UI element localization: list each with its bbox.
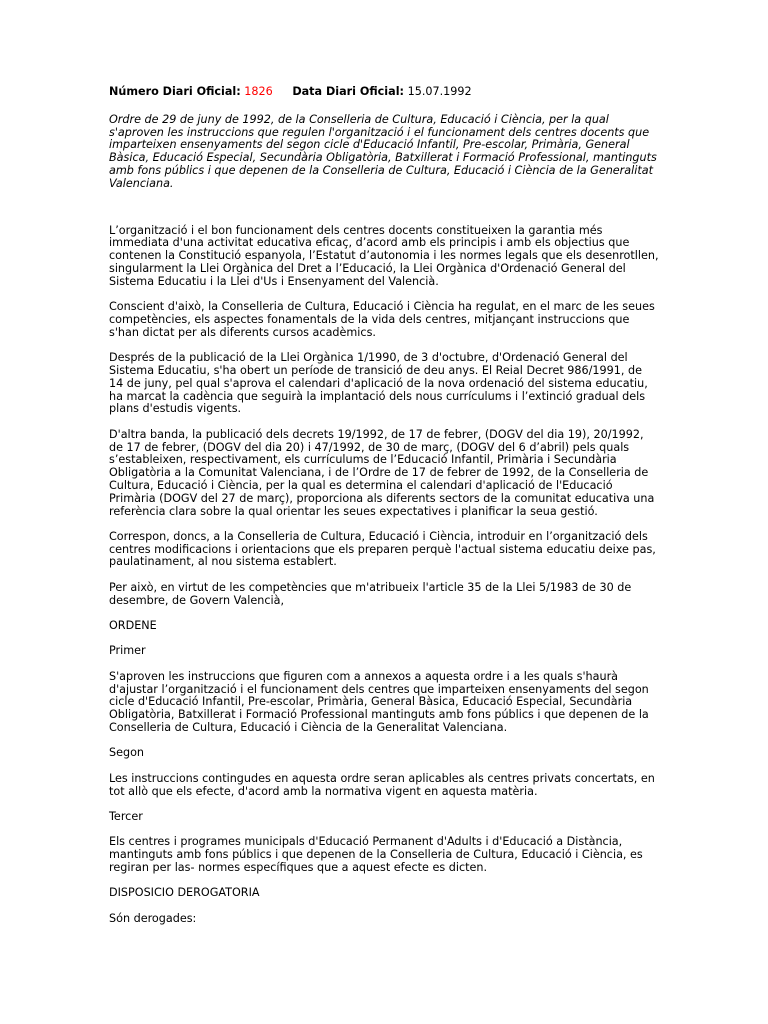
numero-value: 1826 bbox=[244, 85, 273, 98]
paragraph-3: Després de la publicació de la Llei Orgànica 1/1990, de 3 d'octubre, d'Ordenació General del Sistema Educatiu, s'ha obert un període de transició de deu anys. El Reial Decret 986/1991, de 14 de juny, pel qual s'aprova el calendari d'aplicació de la nova ordenació del sistema educatiu, ha marcat la cadència que seguirà la implantació dels nous currículums i l’extinció gradual dels plans d'estudis vigents. bbox=[109, 351, 648, 416]
heading-tercer: Tercer bbox=[109, 810, 143, 823]
data-value: 15.07.1992 bbox=[407, 85, 472, 98]
paragraph-1: L’organització i el bon funcionament dels centres docents constitueixen la garantia més immediata d'una activitat educativa eficaç, d’acord amb els principis i amb els objectius que contenen la Constitució espanyola, l’Estatut d’autonomia i les normes legals que els desenrotllen, singularment la Llei Orgànica del Dret a l’Educació, la Llei Orgànica d'Ordenació General del Sistema Educatiu i la Llei d'Us i Ensenyament del Valencià. bbox=[109, 223, 659, 288]
heading-ordene: ORDENE bbox=[109, 619, 157, 633]
document-page bbox=[109, 86, 659, 938]
gazette-header bbox=[109, 86, 659, 99]
paragraph-5: Correspon, doncs, a la Conselleria de Cultura, Educació i Ciència, introduir en l’organització dels centres modificacions i orientacions que els preparen perquè l'actual sistema educatiu deixe pas, paulatinament, al nou sistema establert. bbox=[109, 529, 656, 569]
heading-disposicio: DISPOSICIO DEROGATORIA bbox=[109, 886, 260, 900]
numero-label: Número Diari Oficial: bbox=[109, 85, 241, 98]
order-title: Ordre de 29 de juny de 1992, de la Conselleria de Cultura, Educació i Ciència, per la qual s'aproven les instruccions que regulen l'organització i el funcionament dels centres docents que imparteixen ensenyaments del segon cicle d'Educació Infantil, Pre-escolar, Primària, General Bàsica, Educació Especial, Secundària Obligatòria, Batxillerat i Formació Professional, mantinguts amb fons públics i que depenen de la Conselleria de Cultura, Educació i Ciència de la Generalitat Valenciana. bbox=[109, 112, 657, 190]
heading-segon: Segon bbox=[109, 746, 145, 760]
paragraph-9: Els centres i programes municipals d'Educació Permanent d'Adults i d'Educació a Distància, mantinguts amb fons públics i que depenen de la Conselleria de Cultura, Educació i Ciència, es regiran per las- normes específiques que a aquest efecte es dicten. bbox=[109, 835, 643, 874]
heading-primer: Primer bbox=[109, 644, 146, 658]
paragraph-8: Les instruccions contingudes en aquesta ordre seran aplicables als centres privats concertats, en tot allò que els efecte, d'acord amb la normativa vigent en aquesta matèria. bbox=[109, 771, 655, 798]
paragraph-4: D'altra banda, la publicació dels decrets 19/1992, de 17 de febrer, (DOGV del dia 19), 20/1992, de 17 de febrer, (DOGV del dia 20) i 47/1992, de 30 de març, (DOGV del 6 d’abril) pels quals s’estableixen, respectivament, els currículums de l’Educació Infantil, Primària i Secundària Obligatòria a la Comunitat Valenciana, i de l’Ordre de 17 de febrer de 1992, de la Conselleria de Cultura, Educació i Ciència, per la qual es determina el calendari d'aplicació de l'Educació Primària (DOGV del 27 de març), proporciona als diferents sectors de la comunitat educativa una referència clara sobre la qual orientar les seues expectatives i planificar la seua gestió. bbox=[109, 427, 655, 518]
paragraph-7: S'aproven les instruccions que figuren com a annexos a aquesta ordre i a les quals s'haurà d'ajustar l’organització i el funcionament dels centres que imparteixen ensenyaments del segon cicle d'Educació Infantil, Pre-escolar, Primària, General Bàsica, Educació Especial, Secundària Obligatòria, Batxillerat i Formació Professional mantinguts amb fons públics i que depenen de la Conselleria de Cultura, Educació i Ciència de la Generalitat Valenciana. bbox=[109, 669, 649, 735]
paragraph-2: Conscient d'això, la Conselleria de Cultura, Educació i Ciència ha regulat, en el marc de les seues competències, els aspectes fonamentals de la vida dels centres, mitjançant instruccions que s'han dictat per als diferents cursos acadèmics. bbox=[109, 300, 655, 339]
paragraph-6: Per això, en virtut de les competències que m'atribueix l'article 35 de la Llei 5/1983 de 30 de desembre, de Govern Valencià, bbox=[109, 580, 632, 607]
data-label: Data Diari Oficial: bbox=[292, 85, 405, 98]
paragraph-10: Són derogades: bbox=[109, 911, 197, 925]
